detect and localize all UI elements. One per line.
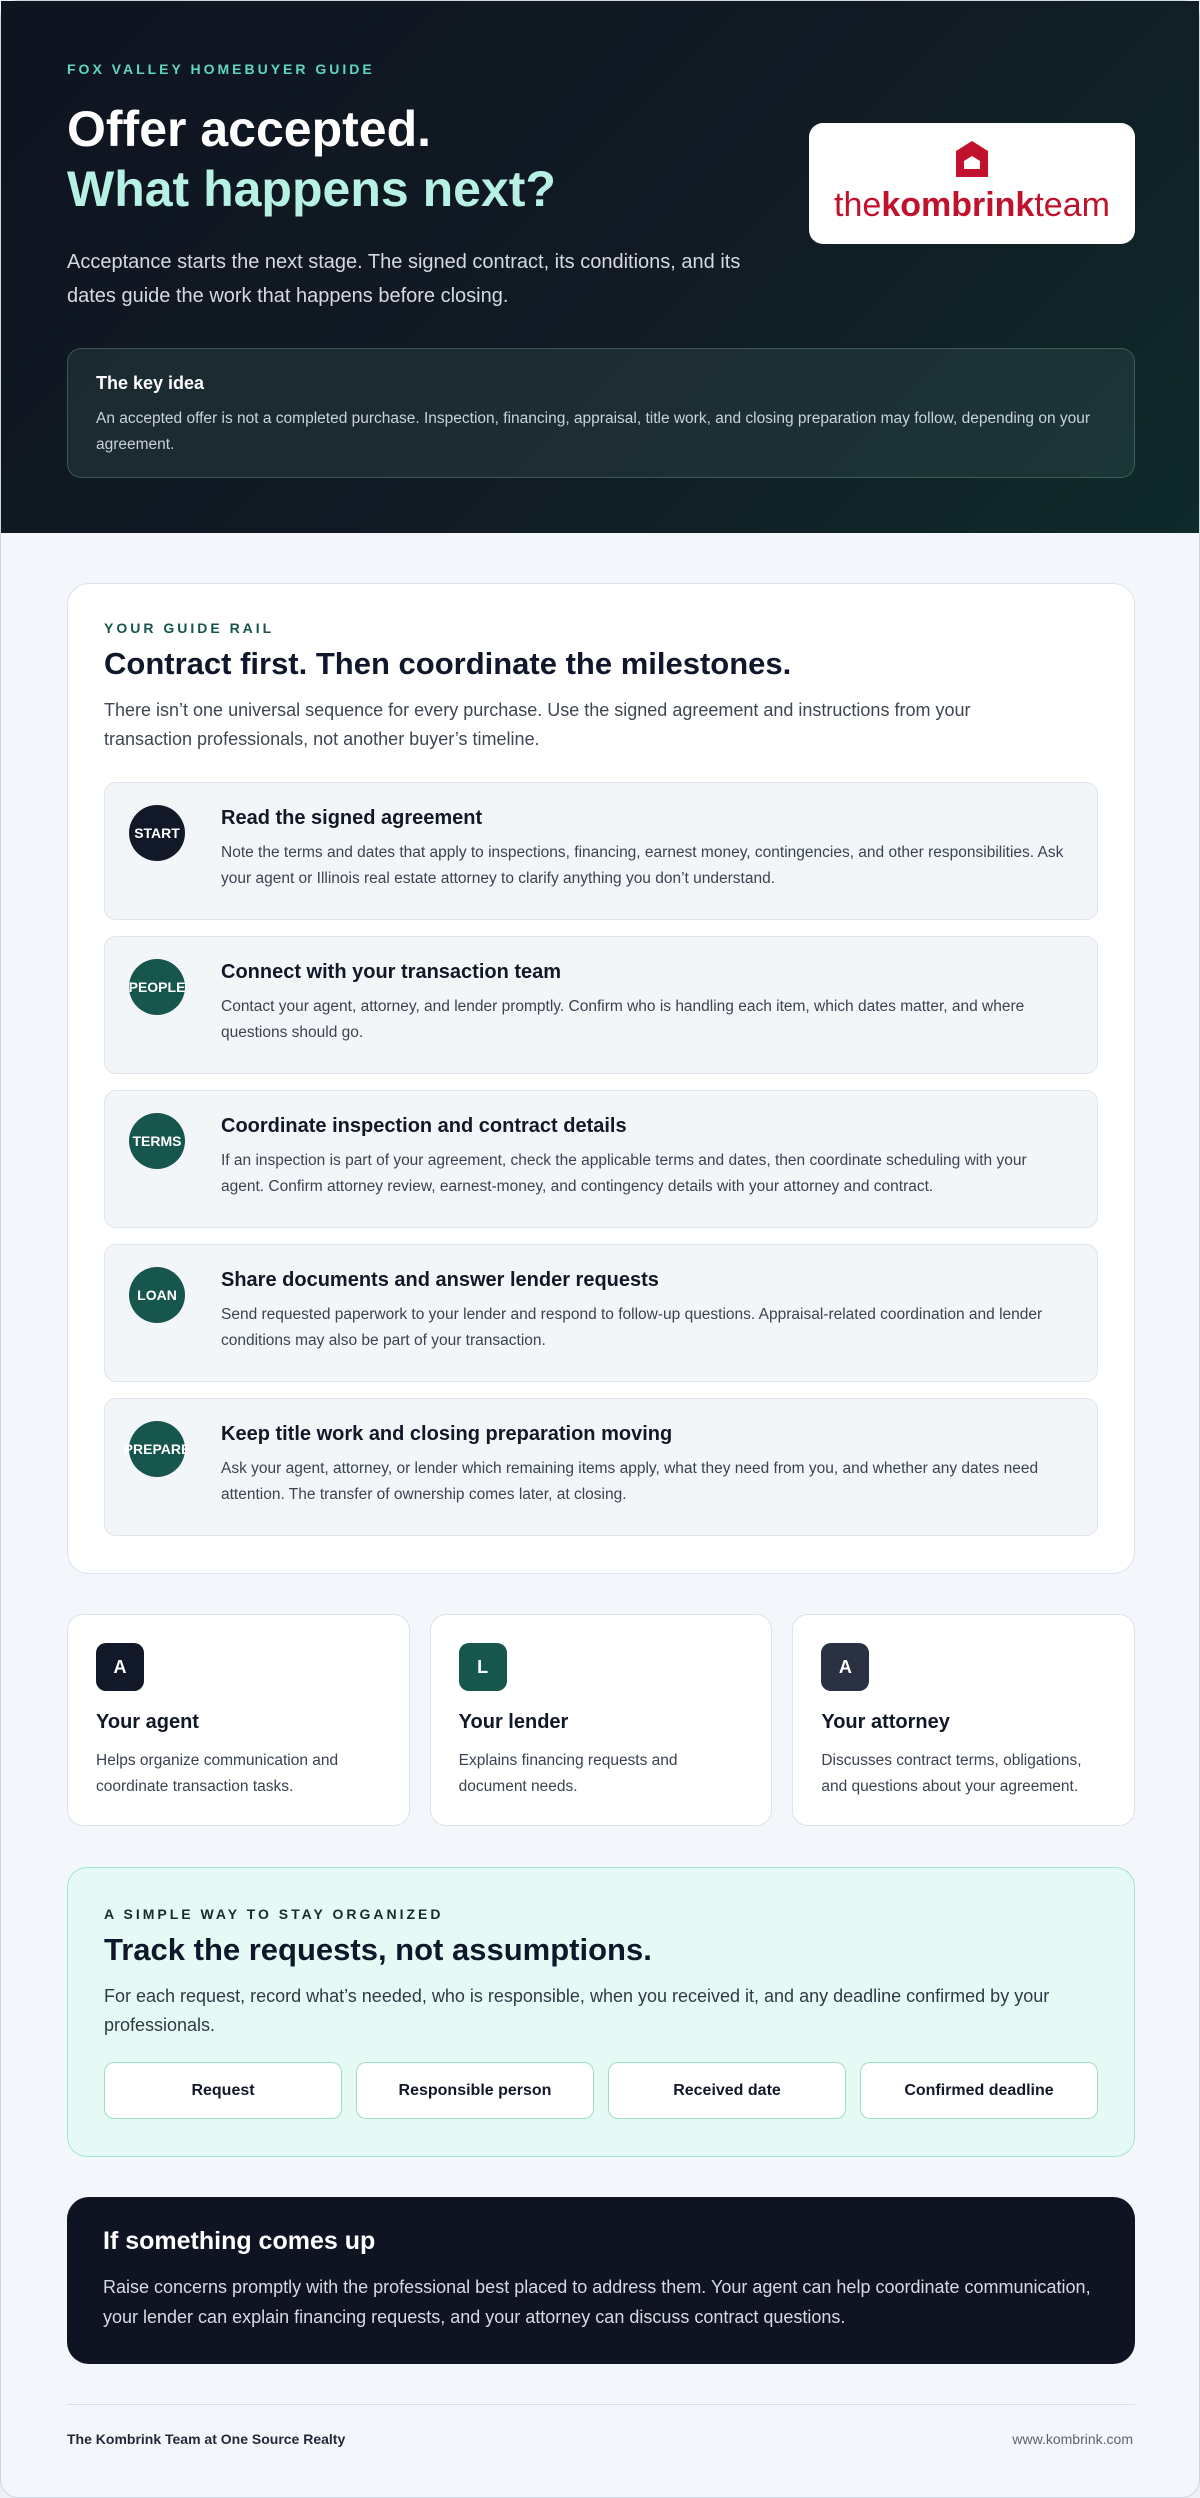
logo-suffix: team — [1034, 185, 1110, 224]
team-card-agent — [67, 1614, 410, 1826]
step-title: Connect with your transaction team — [221, 961, 562, 983]
step-item — [104, 1090, 1098, 1228]
step-title: Share documents and answer lender requests — [221, 1269, 659, 1291]
key-idea-callout — [67, 348, 1135, 478]
concerns-text: Raise concerns promptly with the professional best placed to address them. Your agent can help coordinate communication, your lender can explain financing requests, and your attorney can discuss contract questions. — [103, 2277, 1091, 2327]
hero-eyebrow: FOX VALLEY HOMEBUYER GUIDE — [67, 61, 375, 77]
key-idea-text: An accepted offer is not a completed purchase. Inspection, financing, appraisal, title work, and closing preparation may follow, depending on your agreement. — [96, 410, 1091, 453]
page-subtitle: What happens next? — [67, 161, 556, 217]
step-text: If an inspection is part of your agreement, check the applicable terms and dates, then coordinate scheduling with your agent. Confirm attorney review, earnest-money, and contingency details with your attorney and contract. — [221, 1152, 1027, 1195]
concerns-title: If something comes up — [103, 2227, 376, 2255]
step-title: Read the signed agreement — [221, 807, 483, 829]
tracking-fields — [104, 2062, 1098, 2119]
brand-logo — [809, 123, 1135, 244]
step-item — [104, 1398, 1098, 1536]
page-title: Offer accepted. — [67, 101, 432, 157]
agent-initial-icon: A — [96, 1643, 144, 1691]
logo-brand: kombrink — [881, 185, 1035, 224]
track-eyebrow: A SIMPLE WAY TO STAY ORGANIZED — [104, 1906, 444, 1922]
field-pill-deadline: Confirmed deadline — [860, 2062, 1098, 2119]
step-item — [104, 936, 1098, 1074]
logo-prefix: the — [834, 185, 882, 224]
team-card-lender — [430, 1614, 773, 1826]
team-card-attorney — [792, 1614, 1135, 1826]
field-pill-received: Received date — [608, 2062, 846, 2119]
footer-divider — [67, 2404, 1135, 2405]
guide-rail-card — [67, 583, 1135, 1574]
team-card-text: Discusses contract terms, obligations, and questions about your agreement. — [821, 1752, 1082, 1795]
footer-website-link[interactable]: www.kombrink.com — [1012, 2431, 1133, 2447]
step-title: Coordinate inspection and contract details — [221, 1115, 627, 1137]
hero-lead: Acceptance starts the next stage. The signed contract, its conditions, and its dates guide the work that happens before closing. — [67, 251, 741, 307]
field-pill-request: Request — [104, 2062, 342, 2119]
step-list — [104, 782, 1098, 1536]
house-icon — [952, 139, 992, 184]
step-item — [104, 782, 1098, 920]
step-badge: PREPARE — [129, 1421, 185, 1477]
step-badge: TERMS — [129, 1113, 185, 1169]
step-title: Keep title work and closing preparation moving — [221, 1423, 673, 1445]
track-title: Track the requests, not assumptions. — [104, 1932, 652, 1967]
logo-wordmark — [834, 186, 1110, 225]
step-item — [104, 1244, 1098, 1382]
guide-eyebrow: YOUR GUIDE RAIL — [104, 620, 275, 636]
step-text: Note the terms and dates that apply to inspections, financing, earnest money, contingencies, and other responsibilities. Ask your agent or Illinois real estate attorney to clarify anything you don’t understand. — [221, 844, 1064, 887]
field-pill-responsible: Responsible person — [356, 2062, 594, 2119]
team-cards — [67, 1614, 1135, 1826]
step-text: Ask your agent, attorney, or lender which remaining items apply, what they need from you, and whether any dates need attention. The transfer of ownership comes later, at closing. — [221, 1460, 1039, 1503]
team-card-title: Your lender — [458, 1711, 569, 1733]
team-card-title: Your attorney — [821, 1711, 950, 1733]
step-badge: LOAN — [129, 1267, 185, 1323]
footer-brand: The Kombrink Team at One Source Realty — [67, 2431, 346, 2447]
team-card-text: Helps organize communication and coordinate transaction tasks. — [96, 1752, 339, 1795]
guide-title: Contract first. Then coordinate the milestones. — [104, 646, 792, 681]
concerns-panel — [67, 2197, 1135, 2364]
team-card-text: Explains financing requests and document needs. — [458, 1752, 678, 1795]
team-card-title: Your agent — [96, 1711, 199, 1733]
step-badge: PEOPLE — [129, 959, 185, 1015]
lender-initial-icon: L — [459, 1643, 507, 1691]
step-text: Contact your agent, attorney, and lender promptly. Confirm who is handling each item, which dates matter, and where questions should go. — [221, 998, 1025, 1041]
key-idea-title: The key idea — [96, 373, 205, 393]
step-badge: START — [129, 805, 185, 861]
attorney-initial-icon: A — [821, 1643, 869, 1691]
hero-section — [1, 1, 1199, 533]
track-requests-panel — [67, 1867, 1135, 2157]
step-text: Send requested paperwork to your lender and respond to follow-up questions. Appraisal-related coordination and lender conditions may also be part of your transaction. — [221, 1306, 1043, 1349]
guide-lead: There isn’t one universal sequence for every purchase. Use the signed agreement and instructions from your transaction professionals, not another buyer’s timeline. — [104, 700, 971, 749]
track-lead: For each request, record what’s needed, who is responsible, when you received it, and any deadline confirmed by your professionals. — [104, 1986, 1050, 2035]
